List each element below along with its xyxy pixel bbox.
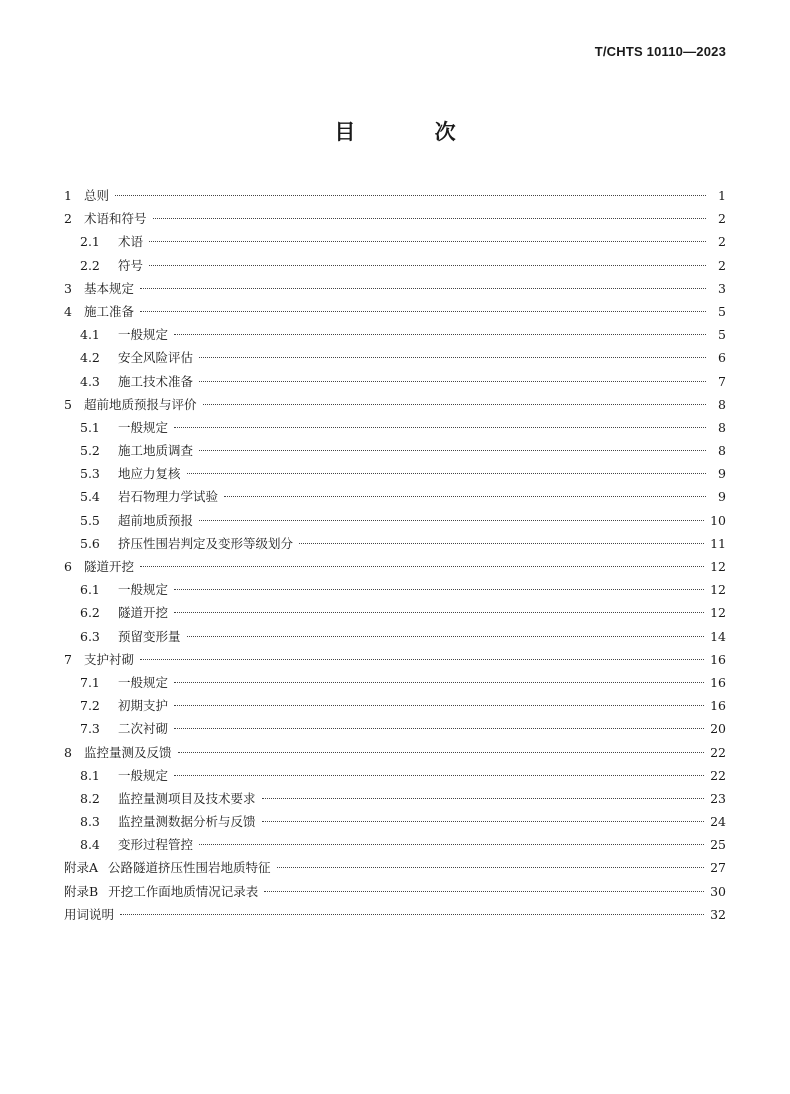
toc-entry-page: 7 bbox=[718, 373, 726, 389]
toc-entry-number: 5.2 bbox=[80, 443, 100, 459]
toc-entry[interactable] bbox=[64, 787, 726, 810]
toc-entry[interactable] bbox=[64, 833, 726, 856]
toc-entry-title: 挤压性围岩判定及变形等级划分 bbox=[118, 535, 294, 551]
toc-entry-number: 8 bbox=[64, 744, 72, 760]
toc-entry-title: 一般规定 bbox=[118, 327, 169, 343]
toc-entry-title: 超前地质预报与评价 bbox=[84, 396, 197, 412]
dot-leader bbox=[140, 288, 706, 289]
dot-leader bbox=[140, 659, 704, 660]
toc-entry-page: 9 bbox=[718, 489, 726, 505]
toc-entry[interactable] bbox=[64, 555, 726, 578]
toc-entry-number: 2 bbox=[64, 211, 72, 227]
toc-entry-page: 1 bbox=[718, 188, 726, 203]
dot-leader bbox=[174, 612, 704, 613]
toc-entry-page: 3 bbox=[718, 280, 726, 296]
toc-entry-title: 开挖工作面地质情况记录表 bbox=[108, 883, 259, 899]
toc-entry-number: 7.2 bbox=[80, 698, 100, 714]
dot-leader bbox=[149, 241, 706, 242]
toc-entry-title: 超前地质预报 bbox=[118, 512, 194, 528]
toc-entry-number: 4.3 bbox=[80, 373, 100, 389]
toc-entry-page: 16 bbox=[710, 698, 726, 714]
toc-entry-title: 公路隧道挤压性围岩地质特征 bbox=[108, 860, 271, 876]
toc-entry[interactable] bbox=[64, 230, 726, 253]
toc-entry-page: 6 bbox=[718, 350, 726, 366]
toc-entry[interactable] bbox=[64, 532, 726, 555]
dot-leader bbox=[199, 450, 706, 451]
toc-entry[interactable] bbox=[64, 207, 726, 230]
toc-entry-number: 8.2 bbox=[80, 790, 100, 806]
toc-entry-page: 8 bbox=[718, 443, 726, 459]
toc-entry-number: 4.1 bbox=[80, 327, 100, 343]
toc-entry-page: 9 bbox=[718, 466, 726, 482]
toc-entry[interactable] bbox=[64, 509, 726, 532]
toc-entry-number: 6.3 bbox=[80, 628, 100, 644]
toc-entry[interactable] bbox=[64, 346, 726, 369]
toc-entry-title: 监控量测及反馈 bbox=[84, 744, 172, 760]
toc-entry[interactable] bbox=[64, 184, 726, 207]
dot-leader bbox=[174, 728, 704, 729]
dot-leader bbox=[174, 775, 704, 776]
dot-leader bbox=[153, 218, 706, 219]
dot-leader bbox=[199, 844, 704, 845]
toc-entry-number: 2.1 bbox=[80, 234, 100, 250]
toc-entry-page: 24 bbox=[710, 814, 726, 830]
dot-leader bbox=[199, 520, 704, 521]
toc-entry-title: 术语 bbox=[118, 234, 144, 250]
toc-entry-page: 16 bbox=[710, 651, 726, 667]
toc-entry-number: 附录A bbox=[64, 860, 99, 876]
toc-entry-number: 5.4 bbox=[80, 489, 100, 505]
toc-entry-title: 基本规定 bbox=[84, 280, 135, 296]
toc-entry[interactable] bbox=[64, 462, 726, 485]
toc-entry[interactable] bbox=[64, 370, 726, 393]
dot-leader bbox=[277, 867, 705, 868]
dot-leader bbox=[262, 821, 705, 822]
dot-leader bbox=[174, 705, 704, 706]
toc-entry[interactable] bbox=[64, 694, 726, 717]
toc-entry[interactable] bbox=[64, 578, 726, 601]
toc-entry[interactable] bbox=[64, 439, 726, 462]
toc-entry-title: 监控量测数据分析与反馈 bbox=[118, 814, 256, 830]
toc-entry[interactable] bbox=[64, 880, 726, 903]
dot-leader bbox=[187, 636, 705, 637]
toc-entry[interactable] bbox=[64, 254, 726, 277]
toc-entry-number: 6.2 bbox=[80, 605, 100, 621]
toc-entry-number: 8.3 bbox=[80, 814, 100, 830]
dot-leader bbox=[199, 357, 706, 358]
toc-entry-number: 2.2 bbox=[80, 257, 100, 273]
dot-leader bbox=[203, 404, 706, 405]
toc-entry[interactable] bbox=[64, 810, 726, 833]
dot-leader bbox=[174, 682, 704, 683]
toc-entry-page: 32 bbox=[710, 906, 726, 922]
toc-entry-title: 地应力复核 bbox=[118, 466, 181, 482]
toc-entry-number: 5 bbox=[64, 396, 72, 412]
toc-entry-title: 术语和符号 bbox=[84, 211, 147, 227]
toc-entry-title: 监控量测项目及技术要求 bbox=[118, 790, 256, 806]
toc-entry-page: 20 bbox=[710, 721, 726, 737]
toc-entry-page: 2 bbox=[718, 211, 726, 227]
toc-entry[interactable] bbox=[64, 416, 726, 439]
toc-entry[interactable] bbox=[64, 300, 726, 323]
dot-leader bbox=[199, 381, 706, 382]
toc-entry-number: 8.1 bbox=[80, 767, 100, 783]
toc-entry-title: 支护衬砌 bbox=[84, 651, 135, 667]
toc-entry-page: 14 bbox=[710, 628, 726, 644]
toc-entry-page: 5 bbox=[718, 303, 726, 319]
toc-entry-title: 岩石物理力学试验 bbox=[118, 489, 219, 505]
toc-entry[interactable] bbox=[64, 485, 726, 508]
toc-entry-title: 总则 bbox=[84, 188, 110, 203]
toc-entry-number: 7.1 bbox=[80, 674, 100, 690]
toc-entry-page: 2 bbox=[718, 234, 726, 250]
toc-entry-title: 二次衬砌 bbox=[118, 721, 169, 737]
toc-entry-title: 一般规定 bbox=[118, 582, 169, 598]
toc-entry-number: 4 bbox=[64, 303, 72, 319]
toc-entry[interactable] bbox=[64, 648, 726, 671]
dot-leader bbox=[120, 914, 704, 915]
dot-leader bbox=[178, 752, 705, 753]
toc-entry-number: 5.3 bbox=[80, 466, 100, 482]
toc-entry-number: 5.5 bbox=[80, 512, 100, 528]
toc-entry-number: 1 bbox=[64, 188, 72, 203]
toc-entry[interactable] bbox=[64, 856, 726, 879]
toc-entry[interactable] bbox=[64, 741, 726, 764]
toc-entry[interactable] bbox=[64, 671, 726, 694]
dot-leader bbox=[174, 334, 706, 335]
toc-entry-title: 一般规定 bbox=[118, 767, 169, 783]
toc-entry-number: 6 bbox=[64, 559, 72, 574]
toc-entry-title: 符号 bbox=[118, 257, 144, 273]
toc-entry[interactable] bbox=[64, 903, 726, 926]
toc-entry-number: 4.2 bbox=[80, 350, 100, 366]
toc-entry-number: 附录B bbox=[64, 883, 99, 899]
toc-entry-title: 隧道开挖 bbox=[84, 559, 135, 574]
toc-entry-page: 22 bbox=[710, 744, 726, 760]
toc-entry-page: 12 bbox=[710, 559, 726, 574]
toc-entry-title: 施工准备 bbox=[84, 303, 135, 319]
toc-entry-page: 2 bbox=[718, 257, 726, 273]
dot-leader bbox=[187, 473, 706, 474]
toc-entry-number: 5.1 bbox=[80, 419, 100, 435]
toc-entry-number: 6.1 bbox=[80, 582, 100, 598]
toc-entry-page: 25 bbox=[710, 837, 726, 853]
dot-leader bbox=[262, 798, 705, 799]
toc-entry-page: 11 bbox=[710, 535, 726, 551]
table-of-contents bbox=[64, 184, 726, 926]
toc-entry-title: 一般规定 bbox=[118, 419, 169, 435]
toc-entry-number: 3 bbox=[64, 280, 72, 296]
toc-entry[interactable] bbox=[64, 323, 726, 346]
toc-entry[interactable] bbox=[64, 625, 726, 648]
toc-entry-title: 施工技术准备 bbox=[118, 373, 194, 389]
toc-entry[interactable] bbox=[64, 277, 726, 300]
toc-entry-page: 8 bbox=[718, 419, 726, 435]
toc-entry[interactable] bbox=[64, 764, 726, 787]
dot-leader bbox=[115, 195, 706, 196]
toc-entry-title: 变形过程管控 bbox=[118, 837, 194, 853]
toc-entry-page: 22 bbox=[710, 767, 726, 783]
toc-entry-page: 10 bbox=[710, 512, 726, 528]
toc-entry-page: 12 bbox=[710, 605, 726, 621]
toc-entry[interactable] bbox=[64, 393, 726, 416]
toc-entry-title: 一般规定 bbox=[118, 674, 169, 690]
toc-entry-title: 预留变形量 bbox=[118, 628, 181, 644]
dot-leader bbox=[264, 891, 704, 892]
dot-leader bbox=[299, 543, 704, 544]
toc-entry-title: 安全风险评估 bbox=[118, 350, 194, 366]
toc-entry-number: 8.4 bbox=[80, 837, 100, 853]
page-title: 目 次 bbox=[334, 120, 492, 144]
toc-entry[interactable] bbox=[64, 717, 726, 740]
toc-entry-title: 用词说明 bbox=[64, 906, 115, 922]
dot-leader bbox=[140, 311, 706, 312]
toc-entry[interactable] bbox=[64, 601, 726, 624]
toc-entry-page: 23 bbox=[710, 790, 726, 806]
document-code: T/CHTS 10110—2023 bbox=[594, 44, 726, 59]
dot-leader bbox=[174, 589, 704, 590]
toc-entry-page: 8 bbox=[718, 396, 726, 412]
dot-leader bbox=[224, 496, 706, 497]
dot-leader bbox=[149, 265, 706, 266]
toc-entry-page: 12 bbox=[710, 582, 726, 598]
dot-leader bbox=[174, 427, 706, 428]
toc-entry-page: 16 bbox=[710, 674, 726, 690]
toc-entry-number: 7.3 bbox=[80, 721, 100, 737]
dot-leader bbox=[140, 566, 704, 567]
toc-entry-number: 7 bbox=[64, 651, 72, 667]
toc-entry-page: 27 bbox=[710, 860, 726, 876]
toc-entry-title: 隧道开挖 bbox=[118, 605, 169, 621]
toc-entry-page: 5 bbox=[718, 327, 726, 343]
toc-entry-number: 5.6 bbox=[80, 535, 100, 551]
toc-entry-title: 施工地质调查 bbox=[118, 443, 194, 459]
toc-entry-title: 初期支护 bbox=[118, 698, 169, 714]
toc-entry-page: 30 bbox=[710, 883, 726, 899]
